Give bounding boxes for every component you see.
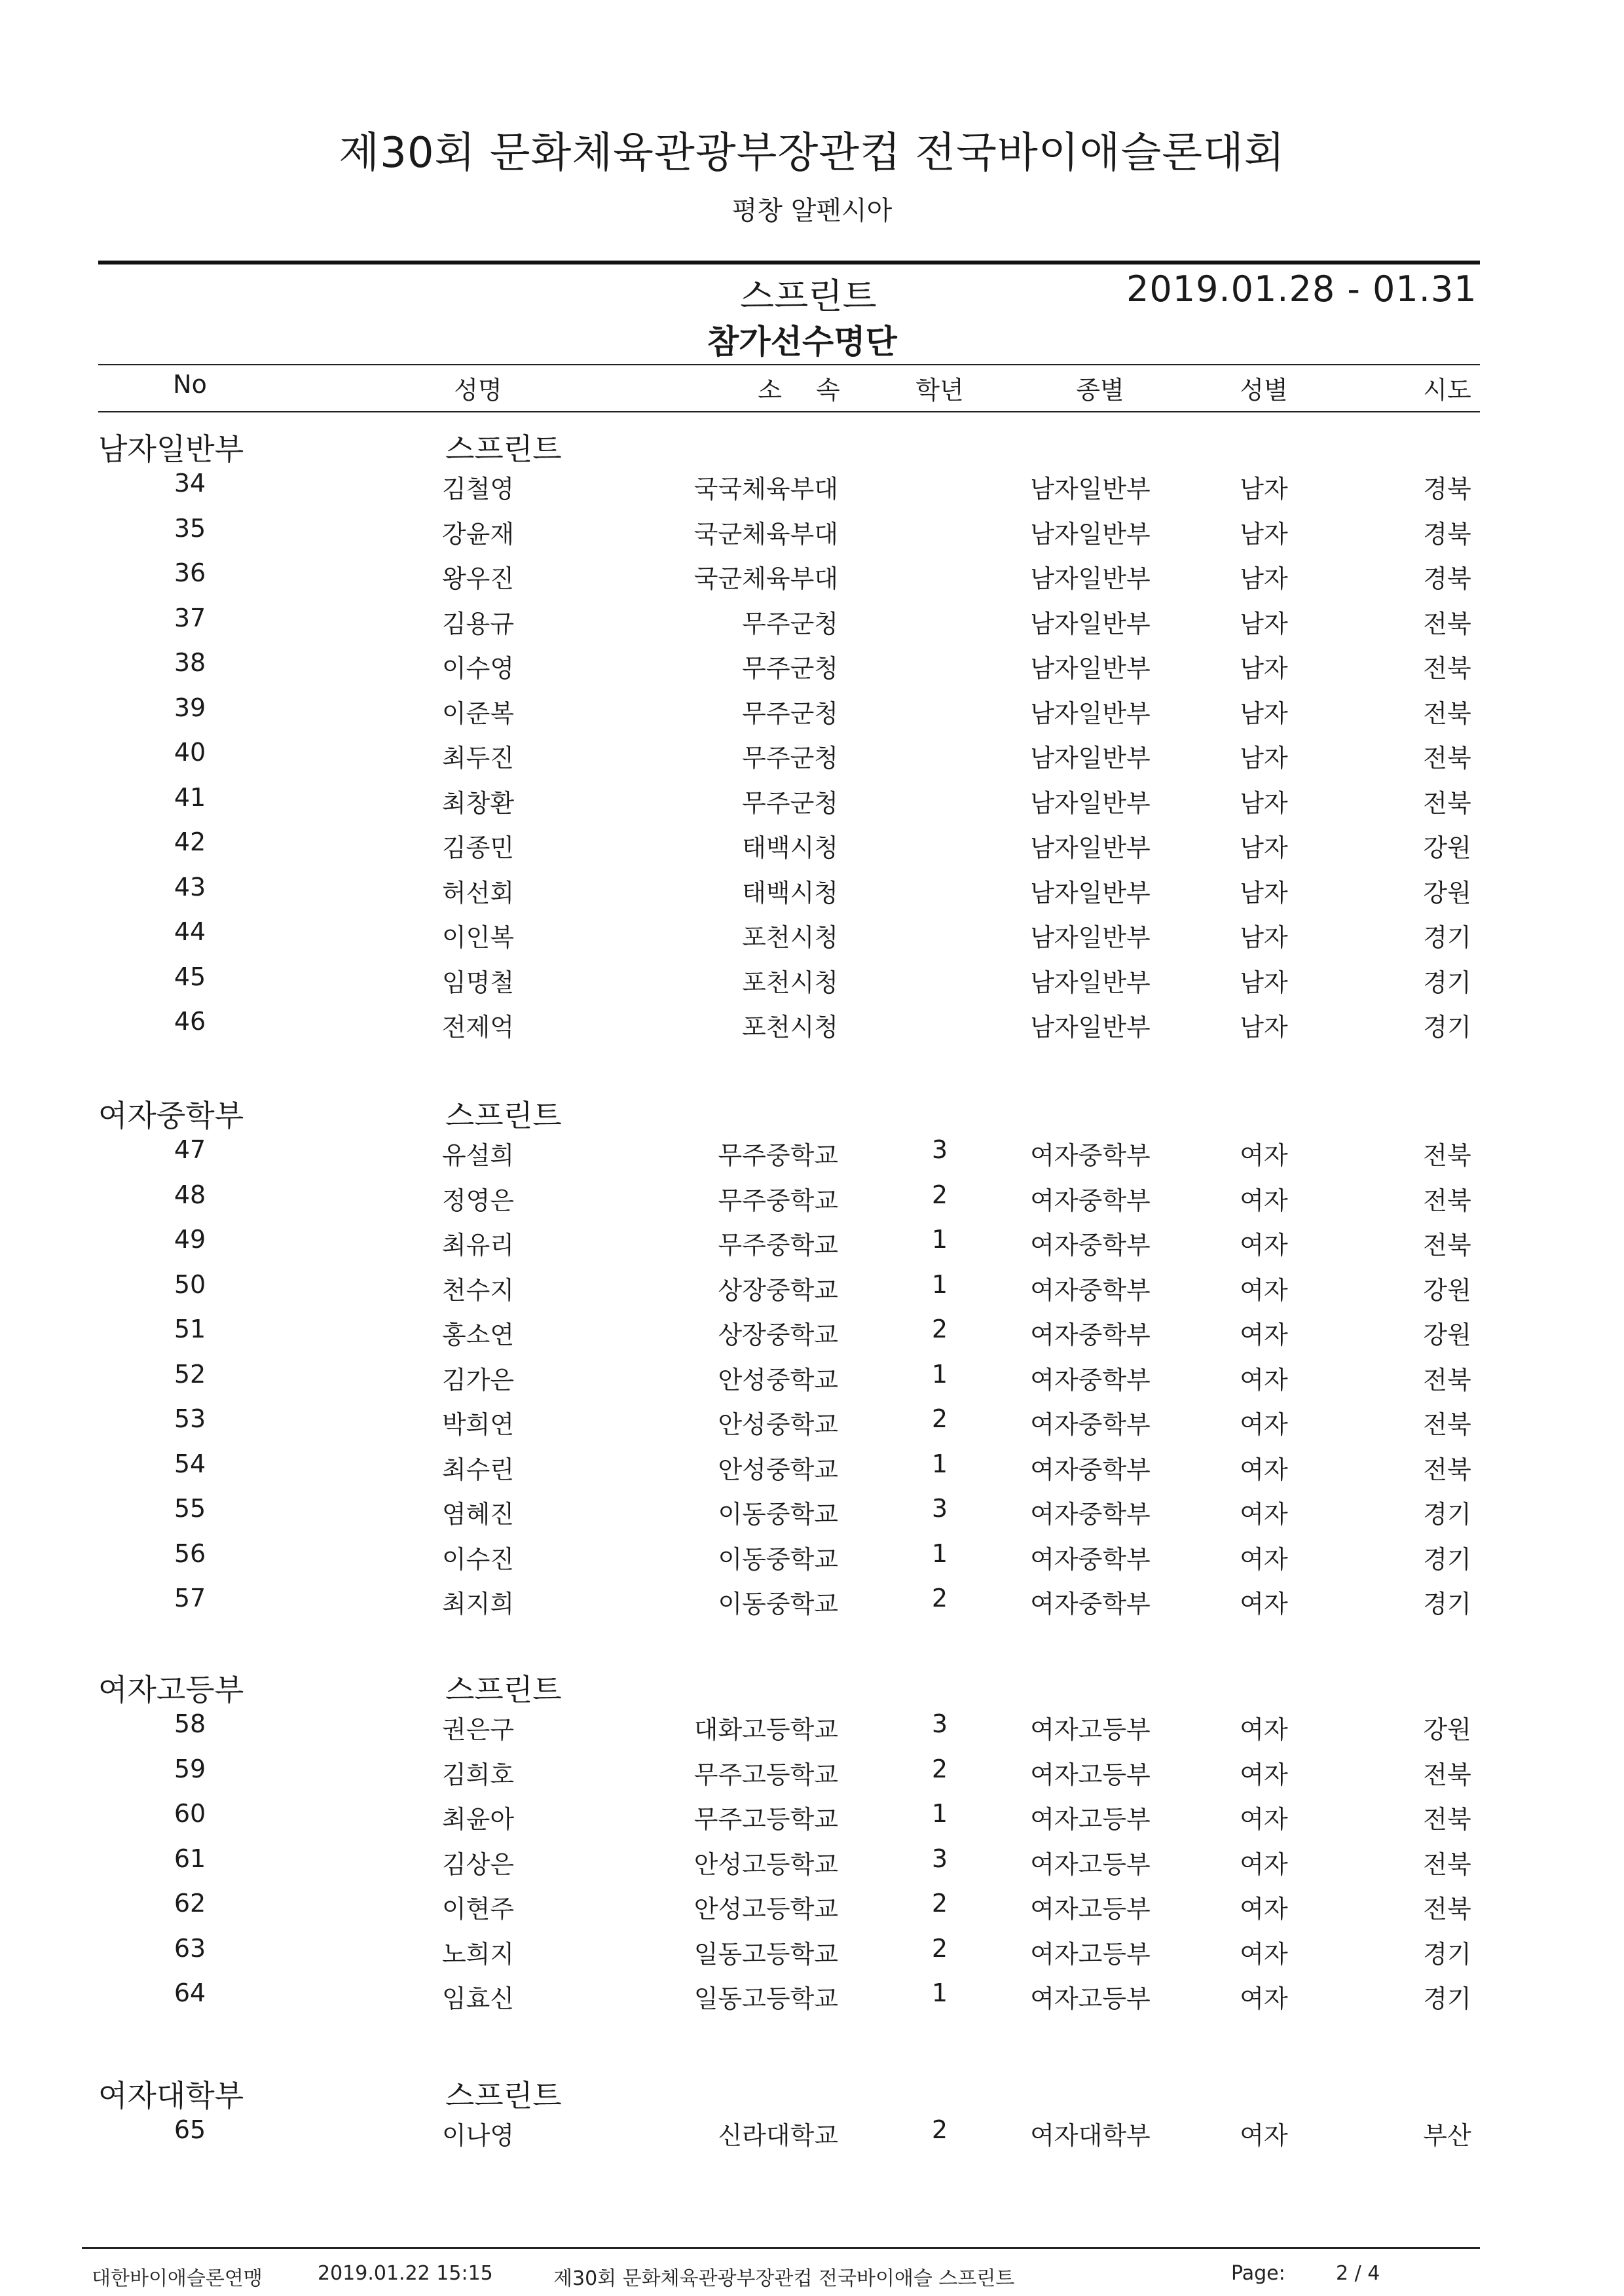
- cell-category: 여자중학부: [1030, 1455, 1151, 1484]
- col-header-city: 시도: [1423, 376, 1471, 405]
- table-row: [0, 1889, 1624, 1933]
- cell-sex: 여자: [1240, 1805, 1288, 1834]
- cell-no: 57: [174, 1584, 206, 1613]
- cell-no: 47: [174, 1135, 206, 1164]
- cell-city: 경기: [1423, 1590, 1471, 1618]
- cell-sex: 여자: [1240, 1500, 1288, 1529]
- cell-sex: 여자: [1240, 1275, 1288, 1305]
- section-title: 여자중학부: [98, 1098, 244, 1133]
- cell-name: 정영은: [441, 1186, 515, 1215]
- cell-category: 여자대학부: [1030, 2121, 1151, 2150]
- cell-name: 임효신: [441, 1984, 515, 2013]
- cell-no: 63: [174, 1933, 206, 1963]
- table-row: [0, 1755, 1624, 1799]
- cell-grade: 2: [931, 1889, 948, 1918]
- cell-city: 경기: [1423, 1013, 1471, 1042]
- cell-sex: 남자: [1240, 968, 1288, 997]
- cell-category: 남자일반부: [1030, 788, 1151, 818]
- cell-no: 44: [174, 917, 206, 946]
- cell-name: 최두진: [441, 744, 515, 773]
- table-row: [0, 738, 1624, 782]
- table-row: [0, 1135, 1624, 1180]
- cell-name: 강윤재: [441, 519, 515, 549]
- cell-name: 이준복: [441, 699, 515, 728]
- cell-category: 남자일반부: [1030, 878, 1151, 907]
- cell-sex: 여자: [1240, 1850, 1288, 1879]
- cell-name: 최지희: [441, 1590, 515, 1618]
- cell-category: 여자중학부: [1030, 1500, 1151, 1529]
- cell-sex: 남자: [1240, 878, 1288, 907]
- cell-no: 41: [174, 782, 206, 812]
- cell-sex: 여자: [1240, 1544, 1288, 1574]
- section-event: 스프린트: [445, 2078, 562, 2113]
- cell-grade: 1: [931, 1799, 948, 1828]
- cell-sex: 남자: [1240, 744, 1288, 773]
- cell-affiliation: 안성중학교: [718, 1365, 838, 1394]
- footer-org: 대한바이애슬론연맹: [92, 2267, 263, 2290]
- cell-affiliation: 안성고등학교: [693, 1850, 838, 1879]
- cell-no: 60: [174, 1799, 206, 1828]
- cell-city: 전북: [1423, 654, 1471, 683]
- cell-city: 전북: [1423, 1231, 1471, 1260]
- table-row: [0, 1007, 1624, 1051]
- venue: 평창 알펜시아: [731, 196, 893, 226]
- table-row: [0, 1494, 1624, 1539]
- table-row: [0, 783, 1624, 828]
- footer-page: 2 / 4: [1336, 2262, 1380, 2285]
- table-row: [0, 1709, 1624, 1754]
- cell-no: 36: [174, 558, 206, 587]
- col-header-name: 성명: [454, 376, 502, 405]
- cell-name: 김상은: [441, 1850, 515, 1879]
- cell-affiliation: 안성고등학교: [693, 1895, 838, 1923]
- cell-name: 박희연: [441, 1410, 515, 1439]
- cell-city: 경기: [1423, 968, 1471, 997]
- cell-affiliation: 무주군청: [742, 609, 838, 638]
- cell-affiliation: 국국체육부대: [693, 475, 838, 503]
- cell-city: 전북: [1423, 1455, 1471, 1484]
- cell-city: 경기: [1423, 1500, 1471, 1529]
- table-row: [0, 514, 1624, 558]
- cell-name: 유설희: [441, 1141, 515, 1170]
- table-row: [0, 962, 1624, 1007]
- cell-category: 여자중학부: [1030, 1544, 1151, 1574]
- cell-affiliation: 이동중학교: [718, 1544, 838, 1574]
- cell-grade: 2: [931, 1315, 948, 1343]
- cell-city: 강원: [1423, 1275, 1471, 1305]
- cell-no: 61: [174, 1844, 206, 1873]
- cell-affiliation: 태백시청: [742, 878, 838, 907]
- cell-no: 58: [174, 1709, 206, 1738]
- cell-grade: 2: [931, 1584, 948, 1613]
- cell-category: 남자일반부: [1030, 519, 1151, 549]
- cell-affiliation: 이동중학교: [718, 1590, 838, 1618]
- cell-sex: 여자: [1240, 1984, 1288, 2013]
- event-name: 스프린트: [740, 276, 877, 317]
- cell-name: 김희호: [441, 1760, 515, 1789]
- cell-affiliation: 일동고등학교: [693, 1984, 838, 2013]
- cell-name: 최창환: [441, 788, 515, 818]
- cell-name: 홍소연: [441, 1321, 515, 1349]
- cell-city: 강원: [1423, 833, 1471, 862]
- cell-category: 남자일반부: [1030, 699, 1151, 728]
- cell-city: 경기: [1423, 923, 1471, 952]
- cell-city: 강원: [1423, 1715, 1471, 1744]
- section-title: 여자고등부: [98, 1672, 244, 1707]
- cell-affiliation: 태백시청: [742, 833, 838, 862]
- cell-affiliation: 안성중학교: [718, 1455, 838, 1484]
- col-header-grade: 학년: [915, 376, 964, 405]
- cell-category: 남자일반부: [1030, 475, 1151, 503]
- footer-doc: 제30회 문화체육관광부장관컵 전국바이애슬 스프린트: [553, 2267, 1015, 2290]
- cell-affiliation: 이동중학교: [718, 1500, 838, 1529]
- cell-sex: 여자: [1240, 1715, 1288, 1744]
- header-rule-bottom: [98, 411, 1480, 412]
- table-row: [0, 1449, 1624, 1494]
- cell-sex: 여자: [1240, 1365, 1288, 1394]
- cell-category: 여자중학부: [1030, 1275, 1151, 1305]
- cell-category: 남자일반부: [1030, 968, 1151, 997]
- cell-no: 39: [174, 693, 206, 722]
- cell-affiliation: 무주군청: [742, 744, 838, 773]
- cell-grade: 3: [931, 1709, 948, 1738]
- cell-sex: 여자: [1240, 1455, 1288, 1484]
- cell-grade: 1: [931, 1539, 948, 1568]
- cell-category: 여자중학부: [1030, 1410, 1151, 1439]
- cell-no: 43: [174, 872, 206, 902]
- cell-no: 62: [174, 1889, 206, 1918]
- cell-sex: 여자: [1240, 1895, 1288, 1923]
- cell-no: 49: [174, 1225, 206, 1254]
- cell-no: 55: [174, 1494, 206, 1523]
- cell-sex: 남자: [1240, 833, 1288, 862]
- list-subtitle: 참가선수명단: [707, 323, 897, 361]
- cell-city: 전북: [1423, 1850, 1471, 1879]
- cell-city: 경기: [1423, 1939, 1471, 1969]
- table-row: [0, 558, 1624, 603]
- table-row: [0, 1270, 1624, 1315]
- cell-name: 염혜진: [441, 1500, 515, 1529]
- cell-no: 40: [174, 738, 206, 767]
- cell-city: 경북: [1423, 564, 1471, 593]
- cell-city: 경북: [1423, 475, 1471, 503]
- cell-sex: 여자: [1240, 1186, 1288, 1215]
- cell-category: 여자중학부: [1030, 1186, 1151, 1215]
- cell-category: 남자일반부: [1030, 744, 1151, 773]
- cell-name: 이수진: [441, 1544, 515, 1574]
- cell-city: 경북: [1423, 519, 1471, 549]
- cell-no: 48: [174, 1180, 206, 1209]
- cell-name: 천수지: [441, 1275, 515, 1305]
- table-row: [0, 1315, 1624, 1359]
- cell-no: 52: [174, 1359, 206, 1389]
- cell-sex: 여자: [1240, 1939, 1288, 1969]
- table-row: [0, 1799, 1624, 1844]
- cell-affiliation: 신라대학교: [718, 2121, 838, 2150]
- cell-sex: 남자: [1240, 564, 1288, 593]
- cell-no: 42: [174, 828, 206, 856]
- cell-category: 여자중학부: [1030, 1141, 1151, 1170]
- cell-sex: 남자: [1240, 519, 1288, 549]
- table-row: [0, 1934, 1624, 1978]
- cell-name: 이나영: [441, 2121, 515, 2150]
- cell-sex: 남자: [1240, 475, 1288, 503]
- cell-category: 남자일반부: [1030, 654, 1151, 683]
- cell-city: 경기: [1423, 1544, 1471, 1574]
- cell-affiliation: 무주중학교: [718, 1186, 838, 1215]
- cell-no: 51: [174, 1315, 206, 1343]
- cell-category: 여자고등부: [1030, 1850, 1151, 1879]
- col-header-no: No: [173, 370, 207, 399]
- header-rule-top: [98, 261, 1480, 264]
- cell-city: 전북: [1423, 1365, 1471, 1394]
- table-row: [0, 1584, 1624, 1628]
- cell-city: 전북: [1423, 788, 1471, 818]
- cell-category: 남자일반부: [1030, 609, 1151, 638]
- cell-city: 전북: [1423, 699, 1471, 728]
- cell-no: 64: [174, 1978, 206, 2007]
- cell-city: 전북: [1423, 1805, 1471, 1834]
- cell-no: 65: [174, 2115, 206, 2144]
- section-event: 스프린트: [445, 1672, 562, 1707]
- table-row: [0, 469, 1624, 513]
- cell-no: 46: [174, 1007, 206, 1036]
- cell-sex: 여자: [1240, 1141, 1288, 1170]
- cell-no: 54: [174, 1449, 206, 1478]
- footer-printed: 2019.01.22 15:15: [318, 2262, 493, 2285]
- table-row: [0, 917, 1624, 962]
- cell-no: 56: [174, 1539, 206, 1568]
- cell-grade: 2: [931, 2115, 948, 2144]
- cell-category: 여자중학부: [1030, 1365, 1151, 1394]
- cell-no: 38: [174, 648, 206, 677]
- col-header-affiliation: 소 속: [758, 376, 853, 405]
- cell-category: 여자중학부: [1030, 1590, 1151, 1618]
- cell-category: 여자중학부: [1030, 1321, 1151, 1349]
- cell-grade: 1: [931, 1225, 948, 1254]
- cell-category: 여자고등부: [1030, 1939, 1151, 1969]
- cell-affiliation: 일동고등학교: [693, 1939, 838, 1969]
- cell-grade: 3: [931, 1494, 948, 1523]
- cell-no: 59: [174, 1754, 206, 1783]
- section-event: 스프린트: [445, 431, 562, 467]
- cell-grade: 1: [931, 1449, 948, 1478]
- cell-name: 이수영: [441, 654, 515, 683]
- cell-sex: 여자: [1240, 1231, 1288, 1260]
- table-row: [0, 1360, 1624, 1404]
- header-rule-middle: [98, 364, 1480, 365]
- cell-no: 53: [174, 1404, 206, 1433]
- cell-name: 이인복: [441, 923, 515, 952]
- cell-sex: 여자: [1240, 1321, 1288, 1349]
- table-row: [0, 1844, 1624, 1889]
- cell-grade: 1: [931, 1359, 948, 1389]
- cell-sex: 남자: [1240, 1013, 1288, 1042]
- cell-sex: 여자: [1240, 1590, 1288, 1618]
- cell-no: 50: [174, 1269, 206, 1299]
- cell-affiliation: 대화고등학교: [693, 1715, 838, 1744]
- table-row: [0, 1404, 1624, 1449]
- cell-affiliation: 포천시청: [742, 923, 838, 952]
- cell-city: 전북: [1423, 1410, 1471, 1439]
- cell-sex: 여자: [1240, 1760, 1288, 1789]
- cell-city: 부산: [1423, 2121, 1471, 2150]
- cell-name: 전제억: [441, 1013, 515, 1042]
- cell-city: 전북: [1423, 1760, 1471, 1789]
- cell-sex: 남자: [1240, 654, 1288, 683]
- table-row: [0, 648, 1624, 693]
- cell-name: 최수린: [441, 1455, 515, 1484]
- cell-city: 전북: [1423, 1895, 1471, 1923]
- cell-affiliation: 무주군청: [742, 654, 838, 683]
- cell-affiliation: 무주군청: [742, 699, 838, 728]
- cell-category: 여자고등부: [1030, 1984, 1151, 2013]
- table-row: [0, 873, 1624, 917]
- section-title: 여자대학부: [98, 2078, 244, 2113]
- cell-grade: 3: [931, 1135, 948, 1164]
- cell-no: 37: [174, 603, 206, 632]
- cell-affiliation: 무주고등학교: [693, 1805, 838, 1834]
- cell-category: 남자일반부: [1030, 1013, 1151, 1042]
- cell-city: 전북: [1423, 1141, 1471, 1170]
- cell-name: 최유리: [441, 1231, 515, 1260]
- cell-affiliation: 포천시청: [742, 968, 838, 997]
- cell-sex: 남자: [1240, 609, 1288, 638]
- cell-city: 강원: [1423, 878, 1471, 907]
- table-row: [0, 1978, 1624, 2023]
- cell-affiliation: 무주중학교: [718, 1141, 838, 1170]
- cell-name: 이현주: [441, 1895, 515, 1923]
- section-event: 스프린트: [445, 1098, 562, 1133]
- cell-category: 남자일반부: [1030, 564, 1151, 593]
- cell-affiliation: 무주중학교: [718, 1231, 838, 1260]
- col-header-sex: 성별: [1240, 376, 1288, 405]
- table-row: [0, 2115, 1624, 2160]
- cell-name: 김철영: [441, 475, 515, 503]
- cell-sex: 남자: [1240, 923, 1288, 952]
- cell-affiliation: 포천시청: [742, 1013, 838, 1042]
- cell-category: 여자고등부: [1030, 1805, 1151, 1834]
- cell-no: 34: [174, 469, 206, 498]
- cell-sex: 남자: [1240, 699, 1288, 728]
- cell-grade: 1: [931, 1978, 948, 2007]
- cell-affiliation: 국군체육부대: [693, 519, 838, 549]
- cell-name: 김용규: [441, 609, 515, 638]
- cell-grade: 2: [931, 1933, 948, 1963]
- cell-affiliation: 무주고등학교: [693, 1760, 838, 1789]
- cell-sex: 여자: [1240, 2121, 1288, 2150]
- cell-no: 35: [174, 513, 206, 543]
- cell-affiliation: 국군체육부대: [693, 564, 838, 593]
- cell-grade: 2: [931, 1404, 948, 1433]
- cell-category: 남자일반부: [1030, 923, 1151, 952]
- cell-name: 임명철: [441, 968, 515, 997]
- cell-affiliation: 상장중학교: [718, 1321, 838, 1349]
- table-row: [0, 1539, 1624, 1584]
- footer-rule: [82, 2247, 1480, 2249]
- cell-city: 전북: [1423, 1186, 1471, 1215]
- cell-grade: 1: [931, 1269, 948, 1299]
- cell-city: 전북: [1423, 744, 1471, 773]
- table-row: [0, 1180, 1624, 1225]
- cell-grade: 2: [931, 1754, 948, 1783]
- cell-affiliation: 상장중학교: [718, 1275, 838, 1305]
- cell-name: 허선회: [441, 878, 515, 907]
- cell-city: 경기: [1423, 1984, 1471, 2013]
- cell-name: 왕우진: [441, 564, 515, 593]
- cell-name: 노희지: [441, 1939, 515, 1969]
- cell-no: 45: [174, 962, 206, 991]
- cell-affiliation: 무주군청: [742, 788, 838, 818]
- cell-city: 전북: [1423, 609, 1471, 638]
- event-dates: 2019.01.28 - 01.31: [1126, 268, 1477, 310]
- document-title: 제30회 문화체육관광부장관컵 전국바이애슬론대회: [339, 129, 1285, 177]
- cell-grade: 3: [931, 1844, 948, 1873]
- table-row: [0, 828, 1624, 872]
- cell-city: 강원: [1423, 1321, 1471, 1349]
- col-header-category: 종별: [1076, 376, 1124, 405]
- cell-name: 권은구: [441, 1715, 515, 1744]
- table-row: [0, 1225, 1624, 1269]
- cell-category: 여자고등부: [1030, 1715, 1151, 1744]
- section-title: 남자일반부: [98, 431, 244, 467]
- cell-category: 여자중학부: [1030, 1231, 1151, 1260]
- cell-name: 최윤아: [441, 1805, 515, 1834]
- cell-category: 여자고등부: [1030, 1760, 1151, 1789]
- cell-grade: 2: [931, 1180, 948, 1209]
- cell-sex: 남자: [1240, 788, 1288, 818]
- cell-name: 김종민: [441, 833, 515, 862]
- table-row: [0, 604, 1624, 648]
- cell-name: 김가은: [441, 1365, 515, 1394]
- table-row: [0, 693, 1624, 738]
- cell-category: 여자고등부: [1030, 1895, 1151, 1923]
- footer-page-label: Page:: [1231, 2262, 1285, 2285]
- cell-affiliation: 안성중학교: [718, 1410, 838, 1439]
- cell-category: 남자일반부: [1030, 833, 1151, 862]
- cell-sex: 여자: [1240, 1410, 1288, 1439]
